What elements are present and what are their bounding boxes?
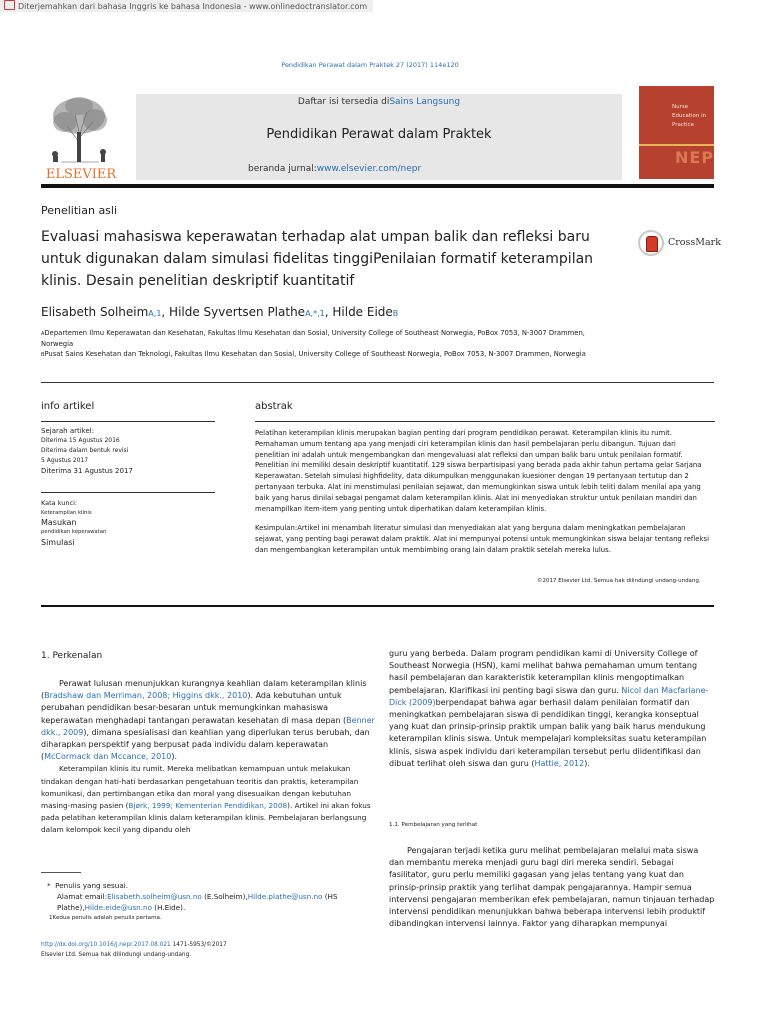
first-author-note: 1Kedua penulis adalah penulis pertama. — [49, 915, 162, 921]
email-note — [41, 891, 381, 913]
abstract-copyright: ©2017 Elsevier Ltd. Semua hak dilindungi undang-undang. — [537, 578, 701, 584]
keyword: Simulasi — [41, 538, 75, 547]
citation-link[interactable]: McCormack dan Mccance, 2010 — [44, 752, 172, 762]
crossmark-badge[interactable] — [638, 230, 721, 258]
abstract-paragraph: Kesimpulan:Artikel ini menambah literatur simulasi dan menyediakan alat yang berguna dalam meningkatkan pembelajaran sejawat, yang penting bagi perawat dalam praktik. Alat ini mempunyai potensi untuk memungkinkan siswa belajar tentang refleksi dan mengembangkan keterampilan untuk membimbing orang lain dalam praktik setelah mereka lulus. — [255, 524, 709, 554]
corresponding-author-note — [41, 880, 381, 891]
author-name: Hilde Eide — [332, 305, 393, 319]
history-item: 5 Agustus 2017 — [41, 457, 89, 464]
abstract-paragraph: Pelatihan keterampilan klinis merupakan bagian penting dari program pendidikan perawat. Keterampilan klinis itu rumit. Pemahaman umum tentang apa yang menjadi ciri keterampilan klinis dan hasil pembelajaran perlu dibangun. Tujuan dari penelitian ini adalah untuk mengembangkan dan mengevaluasi alat refleksi dan umpan balik baru untuk penilaian formatif. Penelitian ini memiliki desain deskriptif kuantitatif. 129 siswa berpartisipasi yang berada pada akhir tahun pertama gelar Sarjana Keperawatan. Setelah simulasi highfidelity, data dikumpulkan menggunakan kuesioner dengan 19 pertanyaan tertutup dan 2 pertanyaan terbuka. Alat ini menstimulasi penilaian sejawat, dan memungkinkan siswa untuk lebih teliti dalam menilai apa yang baik yang harus dinilai sebagai pengamat dalam keterampilan klinis. Alat ini menyediakan struktur untuk penilaian mandiri dan menampilkan item-item yang penting untuk diperhatikan dalam keterampilan klinis. — [255, 429, 702, 513]
affiliation-text: Pusat Sains Kesehatan dan Teknologi, Fakultas Ilmu Kesehatan dan Sosial, University College of Southeast Norwegia, PoBox 7053, N-3007 Drammen, Norwegia — [44, 350, 586, 358]
contents-prefix: Daftar isi tersedia di — [297, 97, 390, 107]
journal-cover — [639, 86, 714, 179]
footnote-mark: * — [47, 881, 51, 890]
translation-banner-text: Diterjemahkan dari bahasa Inggris ke bahasa Indonesia - www.onlinedoctranslator.com — [18, 2, 368, 11]
section-heading: 1. Perkenalan — [41, 651, 103, 661]
email-owner: (E.Solheim), — [201, 892, 248, 901]
abstract-rule — [255, 421, 715, 422]
email-link[interactable]: Hilde.plathe@usn.no — [247, 892, 323, 901]
author-separator: , — [161, 305, 170, 319]
body-right-column — [389, 648, 715, 770]
pdf-icon — [4, 0, 15, 10]
journal-reference[interactable]: Pendidikan Perawat dalam Praktek 27 (2017) 114e120 — [281, 61, 459, 69]
text-run: berpendapat bahwa agar berhasil dalam penilaian formatif dan meningkatkan pembelajaran siswa di pendidikan tinggi, kerangka konseptual yang kuat dan prinsip-prinsip praktik umpan balik yang baik harus mendukung keterampilan klinis siswa. Untuk mempelajari kompleksitas suatu keterampilan klinis, siswa aspek individu dari keterampilan tersebut perlu diidentifikasi dan dibuat terlihat oleh siswa dan guru ( — [389, 697, 707, 768]
elsevier-wordmark: ELSEVIER — [45, 167, 117, 180]
keyword: pendidikan keperawatan — [41, 529, 107, 535]
doi-rights: Elsevier Ltd. Semua hak dilindungi undang-undang. — [41, 952, 192, 958]
article-info-rule — [41, 421, 215, 422]
history-label: Sejarah artikel: — [41, 427, 95, 435]
elsevier-tree-icon — [41, 92, 121, 180]
body-paragraph: Pengajaran terjadi ketika guru melihat pembelajaran melalui mata siswa dan membantu mereka menjadi guru bagi diri mereka sendiri. Sebagai fasilitator, guru perlu memiliki gagasan yang jelas tentang yang kuat dan prinsip-prinsip praktik yang terlihat dampak pengajarannya. Hampir semua intervensi pengajaran memberikan efek pembelajaran, namun tinjauan terhadap intervensi pendidikan menunjukkan bahwa beberapa intervensi lebih produktif dibandingkan intervensi lainnya. Faktor yang diharapkan mempunyai — [389, 846, 715, 929]
text-run: ). Artikel ini akan fokus pada pelatihan keterampilan klinis dalam keterampilan klinis. Pembelajaran berlangsung dalam kelompok kecil yang dipandu oleh — [41, 801, 371, 835]
author-affiliation-mark[interactable]: A,1 — [148, 309, 162, 318]
keyword: Keterampilan klinis — [41, 510, 92, 516]
cover-abbreviation: NEP — [675, 148, 714, 167]
cover-title — [672, 103, 706, 130]
article-info-heading: info artikel — [41, 401, 95, 412]
keyword: Masukan — [41, 518, 77, 527]
footnotes — [41, 880, 381, 924]
subsection-heading: 1.1. Pembelajaran yang terlihat — [389, 822, 478, 828]
article-history — [41, 426, 215, 476]
text-run: Keterampilan klinis itu rumit. Mereka melibatkan kemampuan untuk melakukan tindakan dengan hati-hati berdasarkan pengetahuan teoritis dan praktis, keterampilan komunikasi, dan pertimbangan etika dan moral yang disesuaikan dengan kebutuhan masing-masing pasien ( — [41, 764, 359, 811]
text-run: ). — [584, 758, 590, 768]
article-type: Penelitian asli — [41, 204, 118, 217]
citation-link[interactable]: Bjørk, 1999; Kementerian Pendidikan, 2008 — [128, 801, 288, 811]
journal-masthead — [136, 94, 622, 180]
article-title: Evaluasi mahasiswa keperawatan terhadap alat umpan balik dan refleksi baru untuk digunakan dalam simulasi fidelitas tinggiPenilaian formatif keterampilan klinis. Desain penelitian deskriptif kuantitatif — [41, 229, 594, 289]
email-link[interactable]: Elisabeth.solheim@usn.no — [107, 892, 202, 901]
email-owner: (H.Eide). — [151, 903, 186, 912]
body-paragraph — [41, 763, 377, 836]
journal-homepage — [248, 164, 421, 174]
citation-link[interactable]: Hattie, 2012 — [534, 758, 585, 768]
abstract-bottom-rule — [41, 605, 714, 607]
body-paragraph — [389, 648, 715, 770]
history-item: Diterima 15 Agustus 2016 — [41, 437, 120, 444]
doi-block — [41, 940, 381, 960]
crossmark-icon — [638, 230, 664, 256]
author-list — [41, 305, 398, 319]
keywords-label: Kata kunci: — [41, 499, 78, 507]
body-left-column — [41, 678, 377, 837]
abstract-heading: abstrak — [255, 401, 293, 412]
text-run: guru yang berbeda. Dalam program pendidikan kami di University College of Southeast Norwegia (HSN), kami melihat bahwa pemahaman umum tentang hasil pembelajaran dan karakteristik keterampilan klinis mengoptimalkan pembelajaran. Klarifikasi ini penting bagi siswa dan guru. — [389, 649, 698, 695]
cover-line: Education in — [672, 113, 707, 119]
author-separator: , — [324, 305, 333, 319]
homepage-link[interactable]: www.elsevier.com/nepr — [316, 164, 422, 174]
cover-line: Nurse — [672, 104, 689, 110]
elsevier-logo — [41, 92, 121, 180]
journal-title: Pendidikan Perawat dalam Praktek — [266, 127, 492, 142]
text-run: Perawat lulusan menunjukkan kurangnya keahlian dalam keterampilan klinis ( — [41, 679, 367, 701]
author-affiliation-mark[interactable]: A,*,1 — [305, 309, 325, 318]
affiliation-a — [41, 328, 601, 349]
issn-text: 1471-5953/©2017 — [170, 942, 227, 948]
footnote-rule — [41, 872, 81, 873]
body-right-column-continued — [389, 845, 715, 930]
keywords — [41, 498, 215, 548]
citation-link[interactable]: Nicol dan Macfarlane-Dick (2009) — [389, 685, 709, 707]
email-link[interactable]: Hilde.eide@usn.no — [84, 903, 152, 912]
doi-link[interactable]: http://dx.doi.org/10.1016/j.nepr.2017.08.021 — [41, 942, 171, 948]
homepage-prefix: beranda jurnal: — [248, 164, 317, 174]
email-owner: (HS Plathe), — [57, 892, 338, 912]
cover-line: Practice — [672, 122, 694, 128]
sciencedirect-link[interactable]: Sains Langsung — [389, 97, 461, 107]
contents-availability — [136, 97, 622, 107]
email-prefix: Alamat email: — [57, 892, 108, 901]
text-run: ), dimana spesialisasi dan keahlian yang diperlukan terus berubah, dan diharapkan perspektif yang berpusat pada individu dalam keperawatan ( — [41, 727, 370, 762]
body-paragraph — [41, 678, 377, 763]
abstract-body — [255, 428, 710, 565]
history-item: Diterima dalam bentuk revisi — [41, 447, 129, 454]
affiliation-mark: B — [41, 352, 45, 358]
header-rule — [41, 184, 714, 188]
citation-link[interactable]: Benner dkk., 2009 — [41, 715, 375, 737]
crossmark-label: CrossMark — [668, 237, 721, 248]
author-name: Elisabeth Solheim — [41, 305, 149, 319]
author-name: Hilde Syvertsen Plathe — [169, 305, 306, 319]
keywords-rule — [41, 492, 215, 493]
text-run: ). — [171, 752, 178, 762]
text-run: ). Ada kebutuhan untuk perubahan pendidikan besar-besaran untuk memungkinkan mahasiswa keperawatan menghadapi tantangan perawatan kesehatan di masa depan ( — [41, 691, 347, 725]
citation-link[interactable]: Bradshaw dan Merriman, 2008; Higgins dkk., 2010 — [44, 691, 248, 701]
cover-band — [639, 144, 714, 146]
affiliation-rule — [41, 382, 714, 383]
translation-banner[interactable] — [0, 0, 373, 12]
affiliation-b — [41, 349, 601, 360]
affiliation-mark: A — [41, 331, 45, 337]
history-item: Diterima 31 Agustus 2017 — [41, 467, 133, 475]
author-affiliation-mark[interactable]: B — [392, 309, 399, 318]
affiliation-text: Departemen Ilmu Keperawatan dan Kesehatan, Fakultas Ilmu Kesehatan dan Sosial, University College of Southeast Norwegia, PoBox 7053, N-3007 Drammen, Norwegia — [41, 329, 585, 348]
footnote-text: Penulis yang sesuai. — [55, 881, 129, 890]
